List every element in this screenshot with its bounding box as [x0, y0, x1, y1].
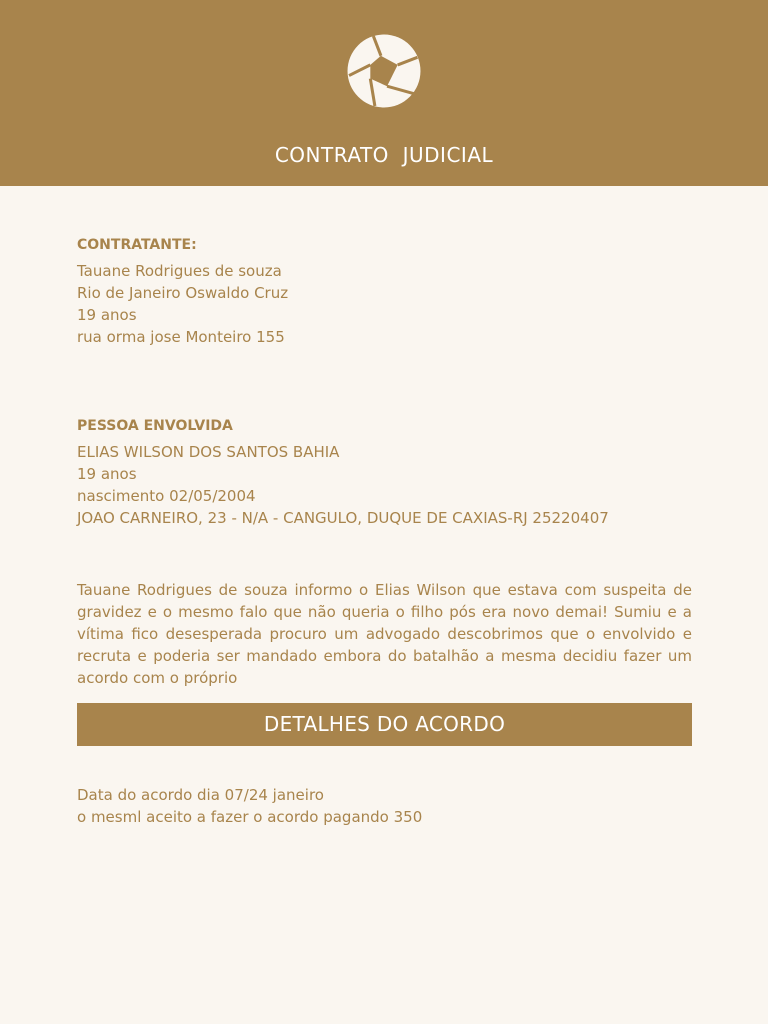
acordo-terms: o mesml aceito a fazer o acordo pagando 350: [77, 808, 423, 826]
document-title: CONTRATO JUDICIAL: [274, 143, 494, 167]
acordo-date: Data do acordo dia 07/24 janeiro: [77, 786, 324, 804]
pessoa-envolvida-heading: PESSOA ENVOLVIDA: [77, 418, 233, 434]
contratante-address: rua orma jose Monteiro 155: [77, 328, 285, 346]
contratante-section: [77, 236, 692, 348]
camera-aperture-icon: [345, 33, 423, 109]
acordo-heading: DETALHES DO ACORDO: [77, 703, 692, 746]
contratante-name: Tauane Rodrigues de souza: [77, 262, 282, 280]
contratante-city: Rio de Janeiro Oswaldo Cruz: [77, 284, 289, 302]
header-banner: [0, 0, 768, 186]
pessoa-envolvida-age: 19 anos: [77, 465, 137, 483]
pessoa-envolvida-address: JOAO CARNEIRO, 23 - N/A - CANGULO, DUQUE DE CAXIAS-RJ 25220407: [77, 509, 609, 527]
pessoa-envolvida-name: ELIAS WILSON DOS SANTOS BAHIA: [77, 443, 340, 461]
pessoa-envolvida-section: [77, 417, 692, 529]
contratante-age: 19 anos: [77, 306, 137, 324]
narrative-paragraph: Tauane Rodrigues de souza informo o Elias Wilson que estava com suspeita de gravidez e o mesmo falo que não queria o filho pós era novo demai! Sumiu e a vítima fico desesperada procuro um advogado descobrimos que o envolvido e recruta e poderia ser mandado embora do batalhão a mesma decidiu fazer um acordo com o próprio: [77, 581, 692, 687]
acordo-section: [77, 784, 692, 828]
contratante-heading: CONTRATANTE:: [77, 237, 197, 253]
pessoa-envolvida-birth: nascimento 02/05/2004: [77, 487, 256, 505]
